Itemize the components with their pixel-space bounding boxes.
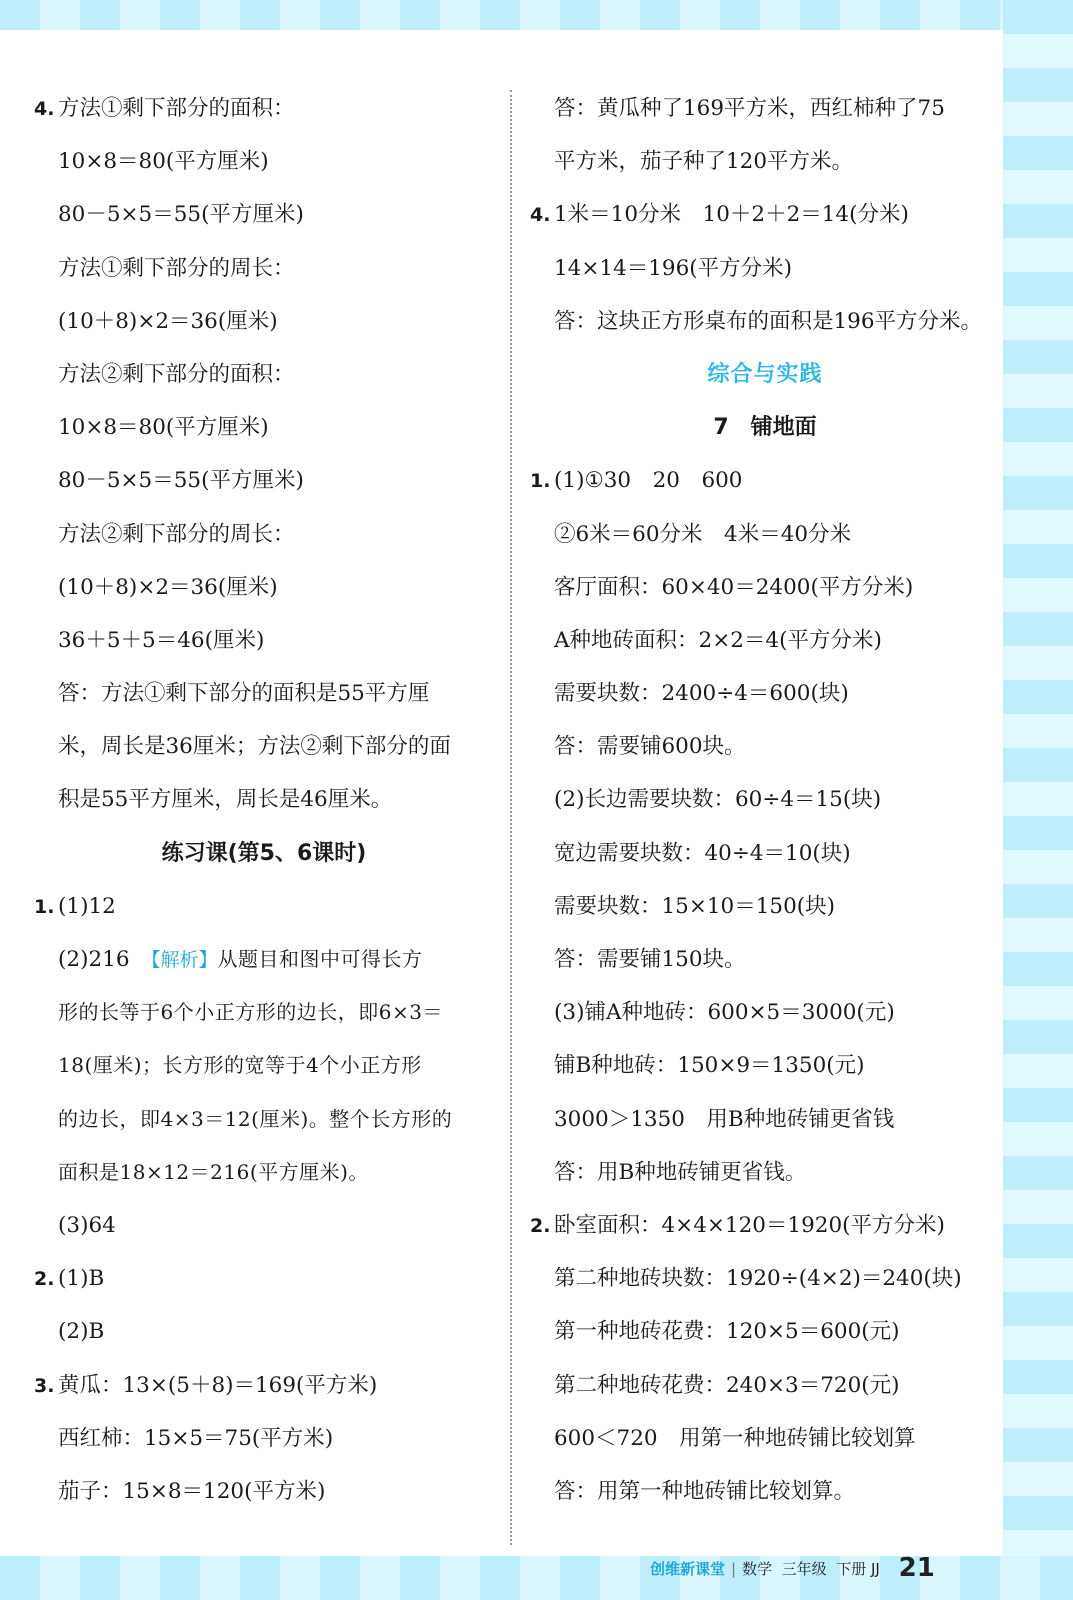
answer-text: (10＋8)×2＝36(厘米) [58, 308, 278, 334]
answer-line [34, 508, 494, 561]
answer-text: (1)12 [58, 893, 116, 919]
answer-text: 18(厘米)；长方形的宽等于4个小正方形 [58, 1053, 422, 1078]
answer-text: 需要块数：15×10＝150(块) [554, 893, 836, 919]
answer-line [34, 986, 494, 1039]
question-number: 4. [530, 204, 551, 227]
answer-text: 面积是18×12＝216(平方厘米)。 [58, 1159, 369, 1184]
page-number: 21 [898, 1553, 935, 1583]
answer-text: 方法②剩下部分的面积： [58, 361, 295, 387]
answer-text: 西红柿：15×5＝75(平方米) [58, 1425, 334, 1451]
answer-text: 黄瓜：13×(5＋8)＝169(平方米) [58, 1372, 378, 1398]
answer-text: 80－5×5＝55(平方厘米) [58, 468, 304, 494]
footer-separator: | [731, 1560, 737, 1578]
footer-volume: 下册 [836, 1560, 867, 1578]
footer-grade: 三年级 [781, 1560, 827, 1578]
answer-text: 第二种地砖块数：1920÷(4×2)＝240(块) [554, 1266, 962, 1292]
answer-text: (1)①30 20 600 [554, 468, 743, 494]
answer-line [530, 880, 1000, 933]
answer-text: 方法②剩下部分的周长： [58, 521, 295, 547]
answer-line [530, 1039, 1000, 1092]
answer-line [530, 1146, 1000, 1199]
answer-text: 需要块数：2400÷4＝600(块) [554, 681, 849, 707]
answer-text: 1米＝10分米 10＋2＋2＝14(分米) [554, 202, 909, 228]
answer-text: 方法①剩下部分的面积： [58, 96, 295, 121]
answer-line [34, 1412, 494, 1465]
answer-line [34, 773, 494, 826]
answer-text: 10×8＝80(平方厘米) [58, 415, 269, 441]
section-banner: 综合与实践 [707, 361, 823, 387]
footer-edition: JJ [871, 1560, 880, 1578]
answer-line [530, 82, 1000, 135]
answer-line [530, 1359, 1000, 1412]
answer-line [530, 242, 1000, 295]
answer-text: (10＋8)×2＝36(厘米) [58, 574, 278, 600]
question-number: 4. [34, 98, 55, 120]
answer-line [34, 667, 494, 720]
page-footer [650, 1548, 935, 1588]
answer-text: 第一种地砖花费：120×5＝600(元) [554, 1319, 900, 1345]
answer-line [34, 1359, 494, 1412]
answer-text: 答：需要铺150块。 [554, 947, 746, 972]
answer-line [530, 986, 1000, 1039]
answer-line [34, 82, 494, 135]
answer-line [34, 1305, 494, 1358]
answer-text: (2)216 [58, 947, 130, 972]
answer-text: 80－5×5＝55(平方厘米) [58, 202, 304, 228]
answer-text: 答：黄瓜种了169平方米，西红柿种了75 [554, 96, 945, 121]
answer-text: 14×14＝196(平方分米) [554, 255, 793, 281]
answer-line [34, 1199, 494, 1252]
answer-line [530, 454, 1000, 507]
answer-line [530, 561, 1000, 614]
answer-text: 宽边需要块数：40÷4＝10(块) [554, 840, 851, 866]
answer-line [530, 720, 1000, 773]
question-number: 2. [530, 1214, 551, 1237]
answer-text: (2)长边需要块数：60÷4＝15(块) [554, 787, 882, 813]
answer-line [530, 1465, 1000, 1518]
answer-line [34, 1039, 494, 1092]
answer-line [34, 454, 494, 507]
answer-line [34, 1465, 494, 1518]
answer-line [530, 508, 1000, 561]
answer-line [530, 667, 1000, 720]
answer-text: 答：用第一种地砖铺比较划算。 [554, 1478, 856, 1504]
answer-line [34, 1252, 494, 1305]
footer-brand: 创维新课堂 [650, 1560, 726, 1578]
answer-line [530, 614, 1000, 667]
answer-line [34, 561, 494, 614]
analysis-tag: 【解析】 [151, 949, 218, 971]
right-column [530, 82, 1000, 1518]
answer-line [34, 135, 494, 188]
answer-text: (1)B [58, 1266, 105, 1292]
answer-text: 客厅面积：60×40＝2400(平方分米) [554, 574, 914, 600]
left-column [34, 82, 494, 1518]
answer-text: 茄子：15×8＝120(平方米) [58, 1478, 326, 1504]
answer-text: 10×8＝80(平方厘米) [58, 149, 269, 175]
answer-page [0, 30, 1003, 1556]
answer-text: 卧室面积：4×4×120＝1920(平方分米) [554, 1212, 945, 1238]
answer-text: 答：用B种地砖铺更省钱。 [554, 1159, 807, 1185]
answer-text: 米，周长是36厘米；方法②剩下部分的面 [58, 734, 451, 760]
answer-text: ②6米＝60分米 4米＝40分米 [554, 521, 852, 547]
analysis-text: 从题目和图中可得长方 [217, 947, 423, 971]
column-divider [510, 90, 512, 1545]
footer-subject: 数学 [742, 1560, 773, 1578]
answer-text: (3)64 [58, 1212, 116, 1238]
answer-line [34, 720, 494, 773]
top-decorative-border [0, 0, 1073, 30]
answer-line [530, 295, 1000, 348]
question-number: 1. [34, 895, 55, 918]
answer-line [34, 880, 494, 933]
answer-text: 的边长，即4×3＝12(厘米)。整个长方形的 [58, 1106, 453, 1131]
answer-text: 第二种地砖花费：240×3＝720(元) [554, 1372, 900, 1398]
answer-text: A种地砖面积：2×2＝4(平方分米) [554, 627, 882, 653]
answer-line [34, 1093, 494, 1146]
answer-line [34, 242, 494, 295]
answer-line [34, 188, 494, 241]
answer-line [530, 1252, 1000, 1305]
answer-line [530, 933, 1000, 986]
answer-text: 方法①剩下部分的周长： [58, 255, 295, 281]
answer-text: 平方米，茄子种了120平方米。 [554, 149, 854, 175]
practice-title: 练习课(第5、6课时) [161, 840, 367, 866]
answer-text: 答：这块正方形桌布的面积是196平方分米。 [554, 308, 983, 334]
answer-text: 答：需要铺600块。 [554, 734, 746, 760]
answer-line [34, 933, 494, 986]
answer-line [530, 1199, 1000, 1252]
question-number: 3. [34, 1374, 55, 1397]
answer-text: 600＜720 用第一种地砖铺比较划算 [554, 1425, 916, 1451]
right-decorative-border [1003, 0, 1073, 1600]
answer-text: 积是55平方厘米，周长是46厘米。 [58, 787, 393, 813]
answer-text: (2)B [58, 1319, 105, 1345]
answer-line [530, 1412, 1000, 1465]
answer-text: (3)铺A种地砖：600×5＝3000(元) [554, 1000, 895, 1026]
answer-text: 答：方法①剩下部分的面积是55平方厘 [58, 681, 430, 707]
answer-line [530, 827, 1000, 880]
answer-line [530, 773, 1000, 826]
question-number: 2. [34, 1268, 55, 1291]
answer-line [34, 401, 494, 454]
answer-text: 36＋5＋5＝46(厘米) [58, 627, 265, 653]
answer-text: 铺B种地砖：150×9＝1350(元) [554, 1053, 865, 1079]
answer-line [530, 1305, 1000, 1358]
answer-line [34, 1146, 494, 1199]
answer-line [530, 135, 1000, 188]
answer-line [530, 188, 1000, 241]
answer-line [34, 614, 494, 667]
lesson-title: 7 铺地面 [713, 415, 817, 441]
answer-line [34, 295, 494, 348]
question-number: 1. [530, 470, 551, 493]
answer-text: 形的长等于6个小正方形的边长，即6×3＝ [58, 1000, 443, 1025]
answer-line [530, 1093, 1000, 1146]
answer-line [34, 348, 494, 401]
answer-text: 3000＞1350 用B种地砖铺更省钱 [554, 1106, 895, 1132]
